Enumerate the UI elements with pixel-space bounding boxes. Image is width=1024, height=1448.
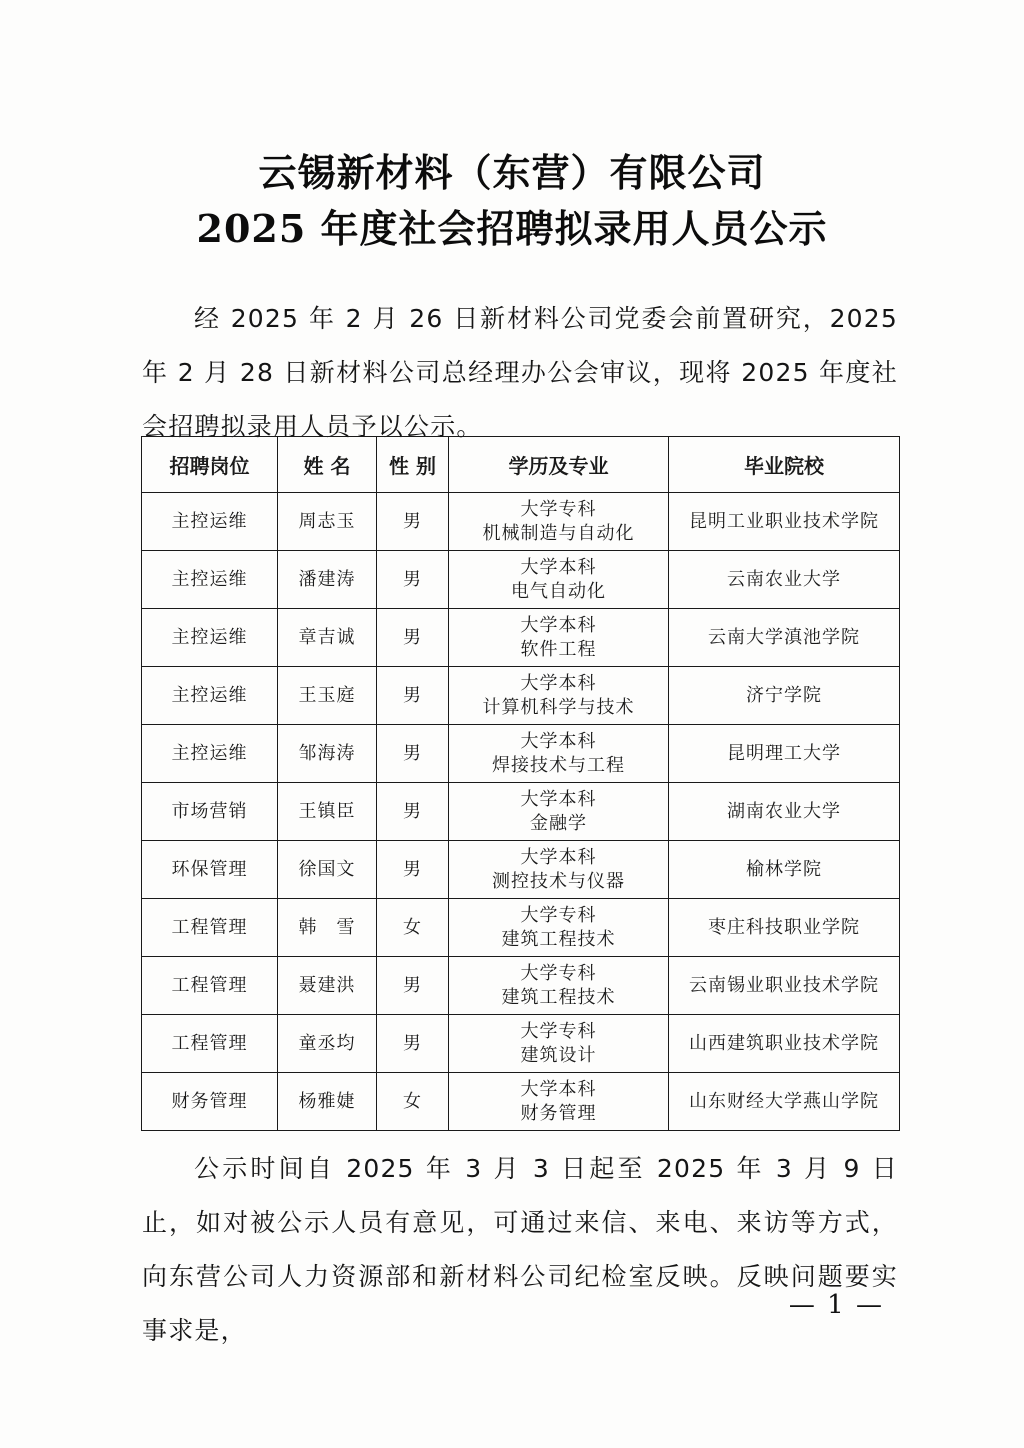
cell-major: 建筑工程技术 (501, 928, 616, 950)
header-gender: 性 别 (377, 437, 449, 493)
cell-education (449, 957, 669, 1015)
cell-school: 湖南农业大学 (669, 783, 900, 841)
cell-major: 测控技术与仪器 (492, 870, 625, 892)
cell-education (449, 551, 669, 609)
cell-name: 杨雅婕 (278, 1073, 377, 1131)
cell-education (449, 1073, 669, 1131)
table-row (142, 551, 900, 609)
cell-school: 昆明工业职业技术学院 (669, 493, 900, 551)
cell-school: 济宁学院 (669, 667, 900, 725)
cell-name: 徐国文 (278, 841, 377, 899)
cell-gender: 男 (377, 783, 449, 841)
cell-degree: 大学专科 (520, 962, 597, 984)
cell-major: 财务管理 (520, 1102, 597, 1124)
cell-major: 电气自动化 (511, 580, 606, 602)
cell-major: 金融学 (530, 812, 587, 834)
cell-position: 主控运维 (142, 493, 278, 551)
cell-position: 主控运维 (142, 551, 278, 609)
cell-education (449, 1015, 669, 1073)
header-name: 姓 名 (278, 437, 377, 493)
cell-major: 建筑设计 (520, 1044, 597, 1066)
cell-degree: 大学本科 (520, 556, 597, 578)
table-row (142, 609, 900, 667)
table-row (142, 667, 900, 725)
cell-position: 主控运维 (142, 725, 278, 783)
cell-degree: 大学本科 (520, 614, 597, 636)
cell-gender: 男 (377, 667, 449, 725)
cell-degree: 大学专科 (520, 498, 597, 520)
cell-name: 聂建洪 (278, 957, 377, 1015)
cell-major: 计算机科学与技术 (482, 696, 635, 718)
cell-major: 机械制造与自动化 (482, 522, 635, 544)
cell-name: 章吉诚 (278, 609, 377, 667)
cell-school: 山东财经大学燕山学院 (669, 1073, 900, 1131)
table-row (142, 841, 900, 899)
candidate-table (141, 436, 900, 1131)
cell-school: 山西建筑职业技术学院 (669, 1015, 900, 1073)
cell-name: 王玉庭 (278, 667, 377, 725)
cell-education (449, 899, 669, 957)
cell-school: 枣庄科技职业学院 (669, 899, 900, 957)
table-row (142, 493, 900, 551)
cell-position: 主控运维 (142, 667, 278, 725)
document-title-line-1: 云锡新材料（东营）有限公司 (258, 150, 766, 195)
cell-degree: 大学专科 (520, 904, 597, 926)
table-header-row (142, 437, 900, 493)
page-number: — 1 — (788, 1290, 884, 1320)
notice-paragraph: 公示时间自 2025 年 3 月 3 日起至 2025 年 3 月 9 日止，如对被公示人员有意见，可通过来信、来电、来访等方式，向东营公司人力资源部和新材料公司纪检室反映。反映问题要实事求是， (142, 1154, 898, 1345)
header-position: 招聘岗位 (142, 437, 278, 493)
cell-name: 邹海涛 (278, 725, 377, 783)
cell-major: 建筑工程技术 (501, 986, 616, 1008)
cell-gender: 男 (377, 1015, 449, 1073)
cell-degree: 大学本科 (520, 1078, 597, 1100)
cell-degree: 大学本科 (520, 672, 597, 694)
cell-school: 云南锡业职业技术学院 (669, 957, 900, 1015)
cell-degree: 大学本科 (520, 788, 597, 810)
cell-gender: 男 (377, 841, 449, 899)
cell-school: 云南大学滇池学院 (669, 609, 900, 667)
header-school: 毕业院校 (669, 437, 900, 493)
cell-gender: 女 (377, 899, 449, 957)
table-row (142, 1015, 900, 1073)
cell-position: 工程管理 (142, 957, 278, 1015)
cell-education (449, 609, 669, 667)
cell-degree: 大学专科 (520, 1020, 597, 1042)
table-row (142, 899, 900, 957)
cell-gender: 男 (377, 609, 449, 667)
cell-name: 童丞均 (278, 1015, 377, 1073)
table-body (142, 493, 900, 1131)
cell-education (449, 667, 669, 725)
cell-education (449, 841, 669, 899)
cell-education (449, 725, 669, 783)
intro-paragraph: 经 2025 年 2 月 26 日新材料公司党委会前置研究，2025 年 2 月 28 日新材料公司总经理办公会审议，现将 2025 年度社会招聘拟录用人员予以公示。 (142, 304, 898, 441)
cell-position: 工程管理 (142, 899, 278, 957)
cell-name: 潘建涛 (278, 551, 377, 609)
cell-school: 昆明理工大学 (669, 725, 900, 783)
table-row (142, 725, 900, 783)
cell-degree: 大学本科 (520, 730, 597, 752)
cell-gender: 男 (377, 551, 449, 609)
cell-position: 环保管理 (142, 841, 278, 899)
cell-position: 财务管理 (142, 1073, 278, 1131)
cell-gender: 男 (377, 493, 449, 551)
cell-major: 软件工程 (520, 638, 597, 660)
table-row (142, 957, 900, 1015)
table-row (142, 783, 900, 841)
cell-school: 榆林学院 (669, 841, 900, 899)
cell-name: 王镇臣 (278, 783, 377, 841)
cell-education (449, 493, 669, 551)
cell-position: 工程管理 (142, 1015, 278, 1073)
document-title-line-2: 2025 年度社会招聘拟录用人员公示 (196, 206, 828, 251)
cell-gender: 男 (377, 957, 449, 1015)
header-education: 学历及专业 (449, 437, 669, 493)
cell-gender: 男 (377, 725, 449, 783)
cell-degree: 大学本科 (520, 846, 597, 868)
cell-name: 韩 雪 (278, 899, 377, 957)
table-row (142, 1073, 900, 1131)
cell-school: 云南农业大学 (669, 551, 900, 609)
cell-position: 主控运维 (142, 609, 278, 667)
cell-major: 焊接技术与工程 (492, 754, 625, 776)
cell-position: 市场营销 (142, 783, 278, 841)
cell-name: 周志玉 (278, 493, 377, 551)
cell-gender: 女 (377, 1073, 449, 1131)
cell-education (449, 783, 669, 841)
